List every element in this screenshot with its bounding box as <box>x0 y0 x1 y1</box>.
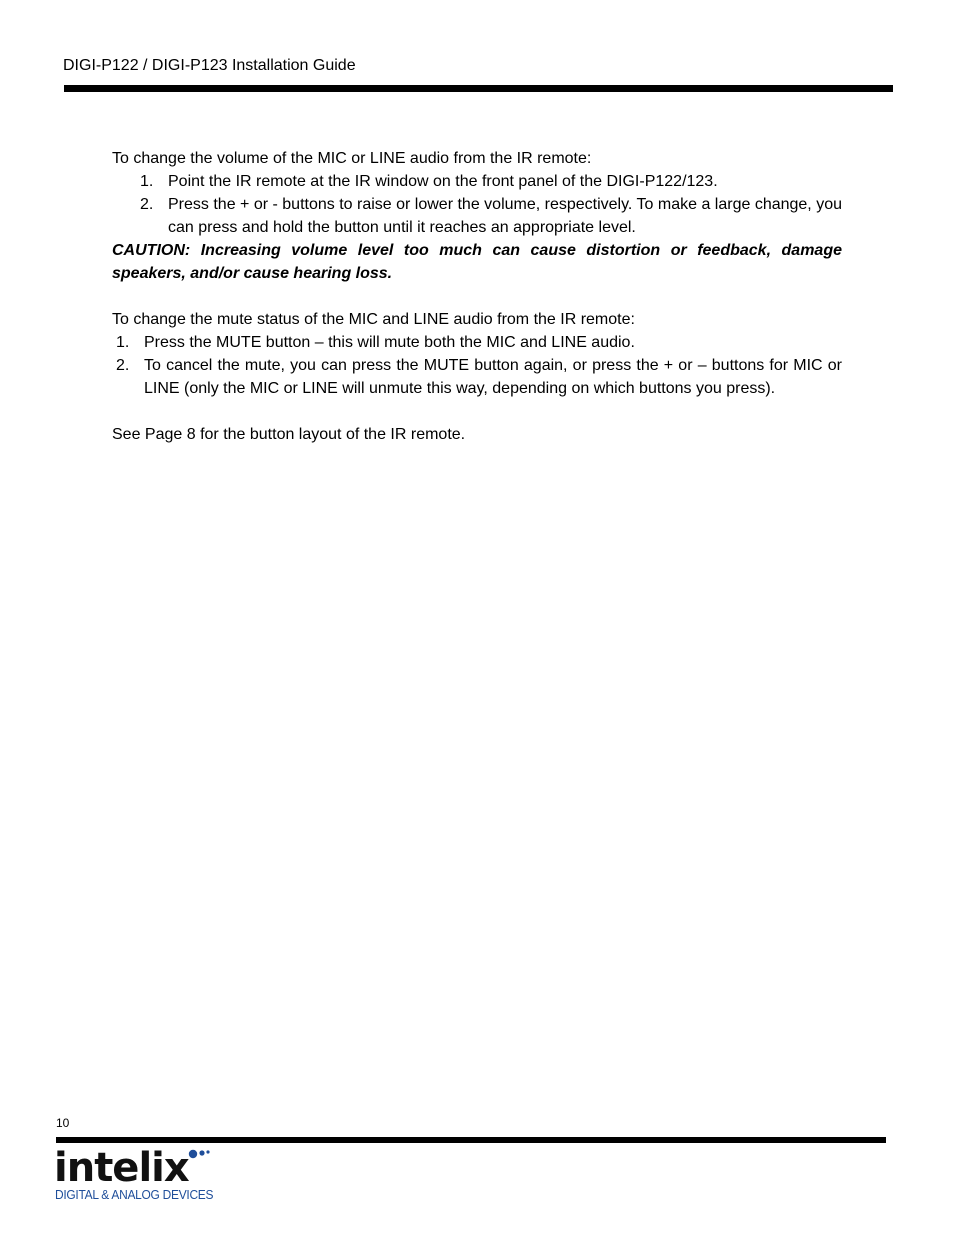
volume-steps-list <box>112 170 842 239</box>
volume-intro: To change the volume of the MIC or LINE audio from the IR remote: <box>112 150 592 167</box>
footer-rule <box>56 1137 886 1143</box>
intelix-logo <box>54 1146 226 1204</box>
logo-dot-large <box>189 1150 197 1158</box>
volume-step <box>112 193 842 239</box>
mute-steps-list <box>112 331 842 400</box>
spacer <box>112 400 842 423</box>
volume-step <box>112 170 842 193</box>
step-text: Point the IR remote at the IR window on the front panel of the DIGI-P122/123. <box>168 173 718 190</box>
mute-step <box>112 331 842 354</box>
step-number: 1. <box>116 334 130 351</box>
step-text: Press the MUTE button – this will mute both the MIC and LINE audio. <box>144 334 635 351</box>
page-number: 10 <box>56 1116 70 1130</box>
logo-tagline: DIGITAL & ANALOG DEVICES <box>55 1187 214 1202</box>
step-number: 2. <box>140 196 154 213</box>
step-text: Press the + or - buttons to raise or lower the volume, respectively. To make a large change, you can press and hold the button until it reaches an appropriate level. <box>168 196 842 236</box>
page-content <box>112 147 842 446</box>
header-rule <box>64 85 893 92</box>
step-number: 2. <box>116 357 130 374</box>
step-text: To cancel the mute, you can press the MUTE button again, or press the + or – buttons for MIC or LINE (only the MIC or LINE will unmute this way, depending on which buttons you press). <box>144 357 842 397</box>
spacer <box>112 285 842 308</box>
logo-wordmark: intelix <box>54 1145 189 1191</box>
logo-dots-icon <box>188 1149 228 1159</box>
caution-note: CAUTION: Increasing volume level too much can cause distortion or feedback, damage speakers, and/or cause hearing loss. <box>112 242 842 282</box>
mute-step <box>112 354 842 400</box>
step-number: 1. <box>140 173 154 190</box>
logo-dot-small <box>206 1150 209 1153</box>
mute-intro: To change the mute status of the MIC and LINE audio from the IR remote: <box>112 311 635 328</box>
logo-dot-medium <box>199 1150 204 1155</box>
see-also-note: See Page 8 for the button layout of the IR remote. <box>112 426 466 443</box>
page-header-title: DIGI-P122 / DIGI-P123 Installation Guide <box>63 57 356 74</box>
